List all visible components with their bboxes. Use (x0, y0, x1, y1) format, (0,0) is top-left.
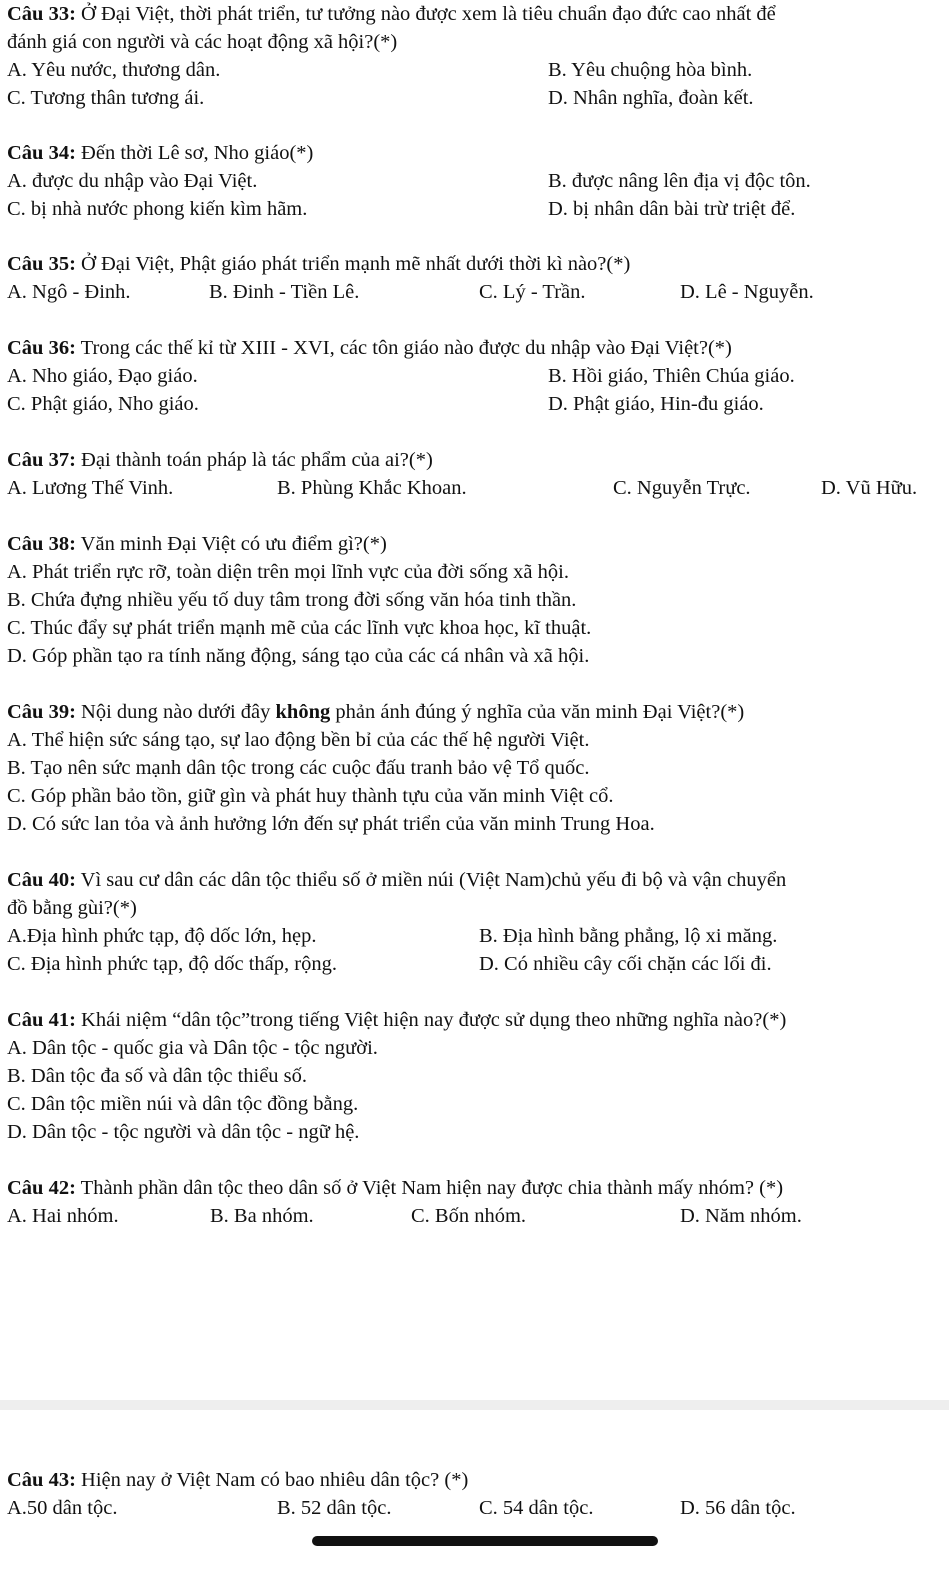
option-d: D. Có sức lan tỏa và ảnh hưởng lớn đến sự phát triển của văn minh Trung Hoa. (7, 813, 655, 835)
document-page-2 (0, 1410, 949, 1572)
question-label: Câu 40: (7, 869, 76, 891)
question-33 (7, 0, 943, 112)
option-c: C. 54 dân tộc. (479, 1497, 594, 1519)
question-label: Câu 38: (7, 533, 76, 555)
question-text: Trong các thế kỉ từ XIII - XVI, các tôn giáo nào được du nhập vào Đại Việt?(*) (75, 337, 732, 359)
question-label: Câu 42: (7, 1177, 76, 1199)
option-b: B. Đinh - Tiền Lê. (209, 281, 360, 303)
option-d: D. Dân tộc - tộc người và dân tộc - ngữ hệ. (7, 1121, 360, 1143)
option-c: C. Thúc đẩy sự phát triển mạnh mẽ của các lĩnh vực khoa học, kĩ thuật. (7, 617, 592, 639)
question-38 (7, 530, 943, 670)
option-d: D. Lê - Nguyễn. (680, 281, 814, 303)
home-indicator-bar[interactable] (312, 1536, 658, 1546)
question-text: Khái niệm “dân tộc”trong tiếng Việt hiện nay được sử dụng theo những nghĩa nào?(*) (75, 1009, 787, 1031)
question-label: Câu 41: (7, 1009, 76, 1031)
question-label: Câu 35: (7, 253, 76, 275)
option-a: A. Lương Thế Vinh. (7, 477, 174, 499)
option-a: A. Ngô - Đinh. (7, 281, 131, 303)
option-c: C. Tương thân tương ái. (7, 87, 205, 109)
question-text: Nội dung nào dưới đây (75, 701, 276, 723)
option-c: C. Lý - Trần. (479, 281, 586, 303)
question-label: Câu 39: (7, 701, 76, 723)
option-a: A.Địa hình phức tạp, độ dốc lớn, hẹp. (7, 925, 317, 947)
question-text-cont: đồ bằng gùi?(*) (7, 897, 137, 919)
question-41 (7, 1006, 943, 1146)
question-text-cont: đánh giá con người và các hoạt động xã hội?(*) (7, 31, 398, 53)
option-b: B. Hồi giáo, Thiên Chúa giáo. (548, 365, 795, 387)
option-a: A. Dân tộc - quốc gia và Dân tộc - tộc người. (7, 1037, 378, 1059)
question-label: Câu 36: (7, 337, 76, 359)
question-label: Câu 34: (7, 142, 76, 164)
question-39 (7, 698, 943, 838)
option-c: C. Bốn nhóm. (411, 1205, 527, 1227)
option-a: A. được du nhập vào Đại Việt. (7, 170, 258, 192)
question-text: Đến thời Lê sơ, Nho giáo(*) (75, 142, 314, 164)
question-text: Đại thành toán pháp là tác phẩm của ai?(*) (75, 449, 433, 471)
option-b: B. Địa hình bằng phẳng, lộ xi măng. (479, 925, 778, 947)
question-35 (7, 250, 943, 306)
option-d: D. Phật giáo, Hin-đu giáo. (548, 393, 764, 415)
option-c: C. Phật giáo, Nho giáo. (7, 393, 199, 415)
question-text: Văn minh Đại Việt có ưu điểm gì?(*) (75, 533, 387, 555)
question-label: Câu 33: (7, 3, 76, 25)
option-b: B. Ba nhóm. (210, 1205, 314, 1227)
option-d: D. Năm nhóm. (680, 1205, 802, 1227)
option-a: A. Phát triển rực rỡ, toàn diện trên mọi lĩnh vực của đời sống xã hội. (7, 561, 569, 583)
question-text: Ở Đại Việt, Phật giáo phát triển mạnh mẽ nhất dưới thời kì nào?(*) (75, 253, 631, 275)
question-36 (7, 334, 943, 418)
option-c: C. bị nhà nước phong kiến kìm hãm. (7, 198, 308, 220)
question-text: Vì sau cư dân các dân tộc thiểu số ở miền núi (Việt Nam)chủ yếu đi bộ và vận chuyển (75, 869, 787, 891)
option-d: D. bị nhân dân bài trừ triệt để. (548, 198, 796, 220)
option-b: B. Yêu chuộng hòa bình. (548, 59, 753, 81)
option-a: A. Nho giáo, Đạo giáo. (7, 365, 198, 387)
option-d: D. Nhân nghĩa, đoàn kết. (548, 87, 754, 109)
option-b: B. Tạo nên sức mạnh dân tộc trong các cuộc đấu tranh bảo vệ Tổ quốc. (7, 757, 590, 779)
question-emphasis: không (275, 701, 331, 723)
option-b: B. Chứa đựng nhiều yếu tố duy tâm trong đời sống văn hóa tinh thần. (7, 589, 577, 611)
page-separator (0, 1400, 949, 1410)
question-text: Ở Đại Việt, thời phát triển, tư tưởng nào được xem là tiêu chuẩn đạo đức cao nhất để (75, 3, 776, 25)
option-a: A.50 dân tộc. (7, 1497, 118, 1519)
option-a: A. Thể hiện sức sáng tạo, sự lao động bền bỉ của các thế hệ người Việt. (7, 729, 590, 751)
option-c: C. Nguyễn Trực. (613, 477, 751, 499)
question-label: Câu 43: (7, 1469, 76, 1491)
option-d: D. Có nhiều cây cối chặn các lối đi. (479, 953, 772, 975)
option-d: D. Góp phần tạo ra tính năng động, sáng tạo của các cá nhân và xã hội. (7, 645, 590, 667)
option-b: B. được nâng lên địa vị độc tôn. (548, 170, 811, 192)
question-34 (7, 139, 943, 223)
question-40 (7, 866, 943, 978)
option-a: A. Yêu nước, thương dân. (7, 59, 221, 81)
question-37 (7, 446, 943, 502)
question-text-end: phản ánh đúng ý nghĩa của văn minh Đại Việt?(*) (330, 701, 745, 723)
option-c: C. Địa hình phức tạp, độ dốc thấp, rộng. (7, 953, 337, 975)
question-label: Câu 37: (7, 449, 76, 471)
question-43 (7, 1466, 943, 1522)
option-a: A. Hai nhóm. (7, 1205, 119, 1227)
option-b: B. 52 dân tộc. (277, 1497, 392, 1519)
question-text: Thành phần dân tộc theo dân số ở Việt Nam hiện nay được chia thành mấy nhóm? (*) (75, 1177, 784, 1199)
option-c: C. Dân tộc miền núi và dân tộc đồng bằng. (7, 1093, 359, 1115)
option-b: B. Phùng Khắc Khoan. (277, 477, 467, 499)
question-42 (7, 1174, 943, 1230)
option-d: D. 56 dân tộc. (680, 1497, 796, 1519)
option-c: C. Góp phần bảo tồn, giữ gìn và phát huy thành tựu của văn minh Việt cổ. (7, 785, 614, 807)
question-text: Hiện nay ở Việt Nam có bao nhiêu dân tộc? (*) (75, 1469, 469, 1491)
option-d: D. Vũ Hữu. (821, 477, 918, 499)
option-b: B. Dân tộc đa số và dân tộc thiểu số. (7, 1065, 308, 1087)
